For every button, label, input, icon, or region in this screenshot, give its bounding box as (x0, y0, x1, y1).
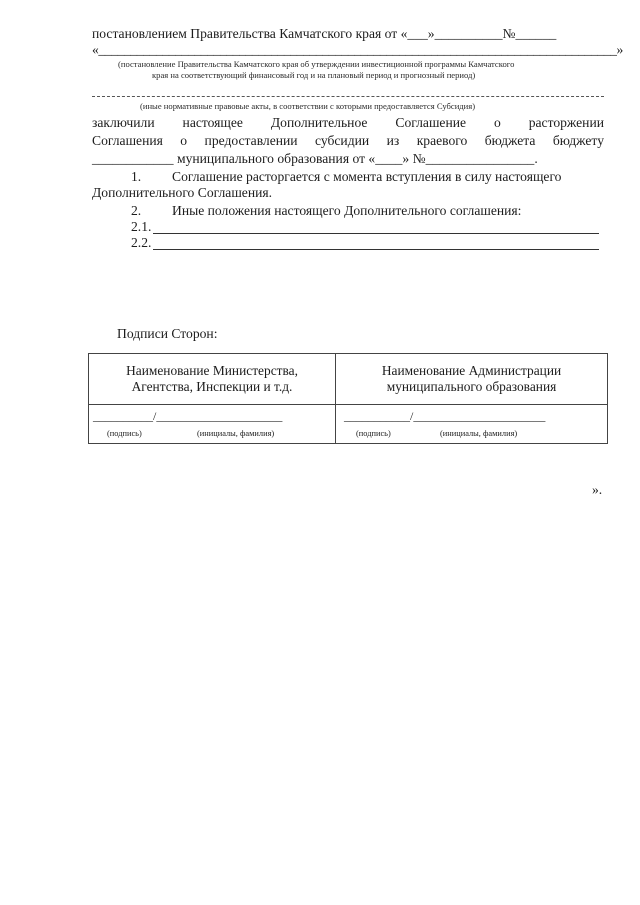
decree-line: постановлением Правительства Камчатского края от «___»__________№______ (92, 26, 557, 41)
administration-header-line1: Наименование Администрации (381, 363, 562, 378)
subitem-2-2: 2.2. (131, 235, 152, 250)
item1-text-cont: Дополнительного Соглашения. (92, 185, 273, 200)
administration-signature-caption: (подпись) (356, 429, 391, 438)
decree-note-line1: (постановление Правительства Камчатского края об утверждении инвестиционной программы Камчатского (118, 59, 515, 69)
decree-blank-line: «_________________________________________________________________________________» (92, 42, 623, 57)
other-acts-rule (92, 96, 604, 97)
administration-signature-line: ___________/______________________ (344, 409, 546, 423)
ministry-signature-line: __________/_____________________ (93, 409, 283, 423)
ministry-header-cell (89, 354, 336, 405)
item1-text: Соглашение расторгается с момента вступления в силу настоящего (172, 169, 562, 184)
subitem-2-2-line (153, 249, 599, 250)
other-acts-note: (иные нормативные правовые акты, в соответствии с которыми предоставляется Субсидия) (140, 101, 476, 111)
subitem-2-1: 2.1. (131, 219, 152, 234)
item2-number: 2. (131, 203, 142, 218)
ministry-header-line2: Агентства, Инспекции и т.д. (131, 379, 293, 394)
administration-header-line2: муниципального образования (386, 379, 557, 394)
ministry-signature-cell (89, 405, 336, 444)
decree-note-line2: края на соответствующий финансовый год и на плановый период и прогнозный период) (152, 70, 476, 80)
paragraph-line2: Соглашения о предоставлении субсидии из краевого бюджета бюджету (92, 133, 604, 148)
ministry-initials-caption: (инициалы, фамилия) (197, 429, 275, 438)
administration-initials-caption: (инициалы, фамилия) (440, 429, 518, 438)
paragraph-line3: ____________ муниципального образования от «____» №________________. (92, 151, 538, 166)
signatures-heading: Подписи Сторон: (117, 326, 218, 341)
ministry-header-line1: Наименование Министерства, (126, 363, 298, 378)
paragraph-line1: заключили настоящее Дополнительное Соглашение о расторжении (92, 115, 604, 130)
administration-signature-cell (336, 405, 608, 444)
item1-number: 1. (131, 169, 142, 184)
subitem-2-1-line (153, 233, 599, 234)
signatures-table (88, 353, 608, 444)
ministry-signature-caption: (подпись) (107, 429, 142, 438)
item2-text: Иные положения настоящего Дополнительного соглашения: (172, 203, 522, 218)
administration-header-cell (336, 354, 608, 405)
closing-quote: ». (592, 482, 603, 497)
